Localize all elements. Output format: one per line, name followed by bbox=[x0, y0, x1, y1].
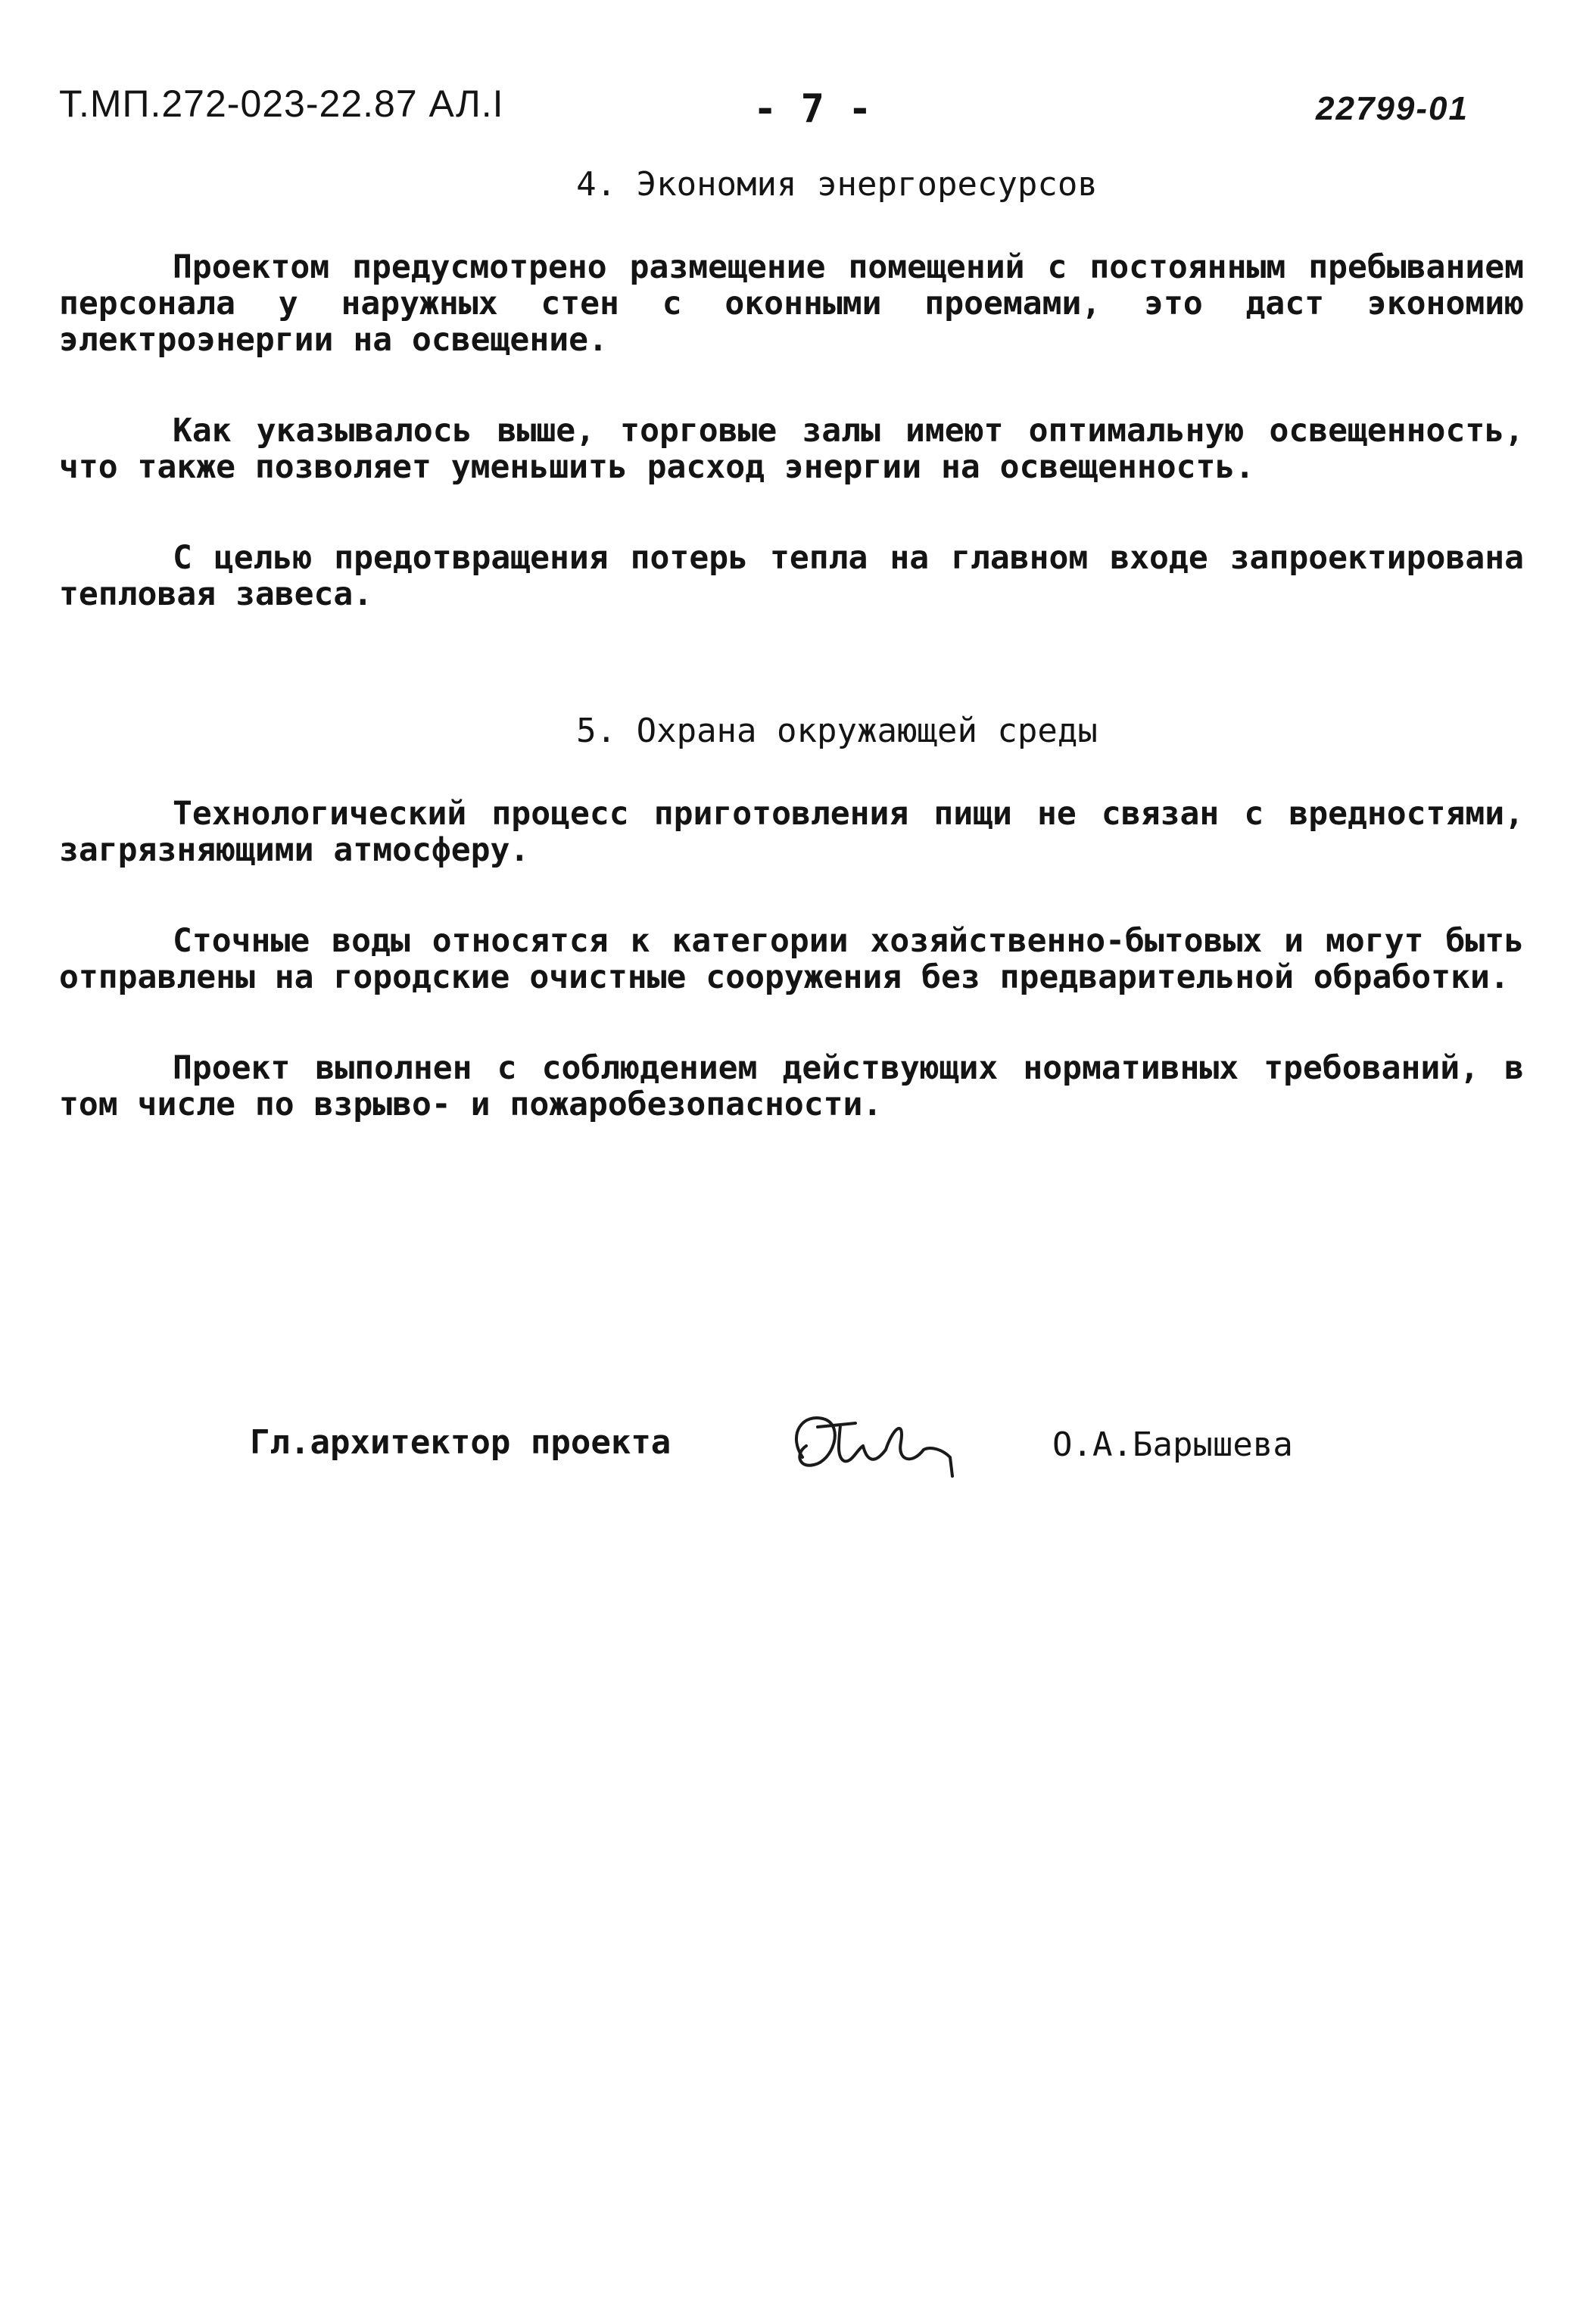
signature-block bbox=[250, 1404, 1385, 1488]
signatory-title: Гл.архитектор проекта bbox=[250, 1423, 672, 1462]
page-number: - 7 - bbox=[753, 86, 872, 132]
paragraph: С целью предотвращения потерь тепла на главном входе запроектирована тепловая завеса. bbox=[59, 539, 1524, 613]
paragraph: Сточные воды относятся к категории хозяйственно-бытовых и могут быть отправлены на городские очистные сооружения без предварительной обработки. bbox=[59, 922, 1524, 996]
paragraph: Проект выполнен с соблюдением действующих нормативных требований, в том числе по взрыво- и пожаробезопасности. bbox=[59, 1049, 1524, 1123]
paragraph: Как указывалось выше, торговые залы имеют оптимальную освещенность, что также позволяет уменьшить расход энергии на освещенность. bbox=[59, 412, 1524, 486]
signatory-name: О.А.Барышева bbox=[1052, 1425, 1293, 1464]
document-code: Т.МП.272-023-22.87 АЛ.I bbox=[59, 83, 504, 125]
handwritten-signature bbox=[772, 1404, 977, 1488]
section-environment bbox=[59, 712, 1524, 1177]
paragraph: Технологический процесс приготовления пищи не связан с вредностями, загрязняющими атмосферу. bbox=[59, 795, 1524, 869]
section-energy-saving bbox=[59, 165, 1524, 667]
inventory-number: 22799-01 bbox=[1316, 90, 1469, 127]
section-heading: 5. Охрана окружающей среды bbox=[576, 712, 1098, 750]
section-heading: 4. Экономия энергоресурсов bbox=[576, 165, 1098, 204]
paragraph: Проектом предусмотрено размещение помещений с постоянным пребыванием персонала у наружных стен с оконными проемами, это даст экономию электроэнергии на освещение. bbox=[59, 248, 1524, 359]
